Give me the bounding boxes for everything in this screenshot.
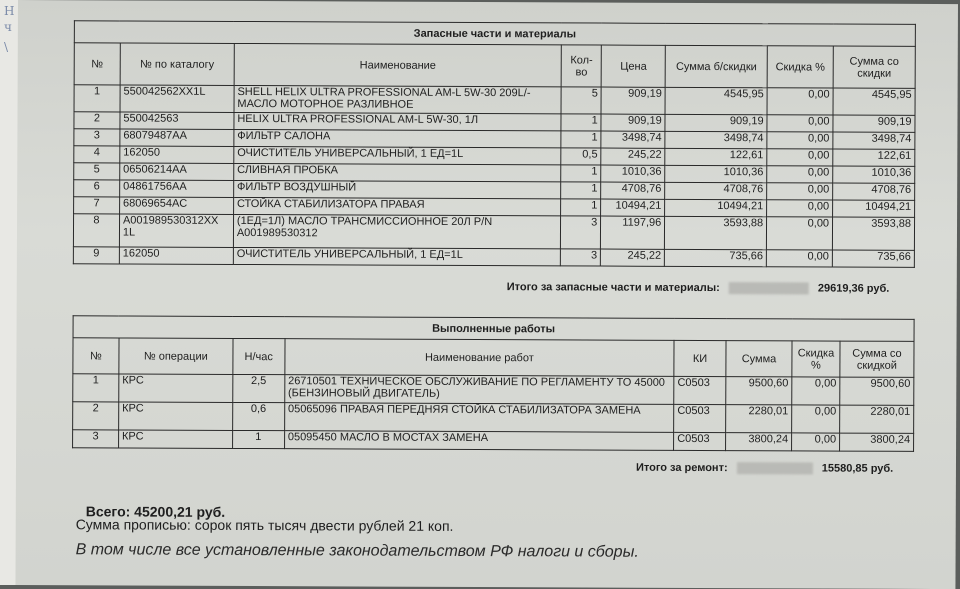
table-cell: 2 — [73, 402, 119, 430]
col-header: Скидка % — [792, 341, 840, 377]
works-total-value: 15580,85 руб. — [821, 462, 894, 475]
table-cell: 9500,60 — [840, 377, 914, 405]
table-cell: 2280,01 — [840, 405, 914, 433]
works-caption: Выполненные работы — [73, 316, 914, 342]
table-cell: HELIX ULTRA PROFESSIONAL AM-L 5W-30, 1Л — [234, 112, 562, 130]
table-cell: ОЧИСТИТЕЛЬ УНИВЕРСАЛЬНЫЙ, 1 ЕД=1L — [233, 247, 561, 265]
table-cell: 0,00 — [767, 88, 833, 115]
table-cell: 26710501 ТЕХНИЧЕСКОЕ ОБСЛУЖИВАНИЕ ПО РЕГЛАМЕНТУ ТО 45000 (БЕНЗИНОВЫЙ ДВИГАТЕЛЬ) — [284, 375, 673, 405]
table-cell: 2280,01 — [726, 405, 792, 433]
table-cell: 4708,76 — [833, 183, 915, 200]
col-header: Сумма б/скидки — [665, 45, 767, 87]
invoice-page — [15, 0, 958, 589]
margin-note-3: \ — [4, 40, 9, 54]
amount-in-words: Сумма прописью: сорок пять тысяч двести рублей 21 коп. — [75, 516, 454, 534]
table-cell: 1 — [74, 85, 120, 112]
table-cell: 0,00 — [767, 183, 833, 200]
table-cell: 1 — [73, 374, 119, 402]
works-total — [636, 462, 893, 475]
table-cell: 3800,24 — [840, 433, 914, 451]
parts-header-row — [74, 43, 915, 89]
col-header: Скидка % — [767, 46, 833, 88]
table-cell: 4708,76 — [665, 182, 767, 199]
table-cell: 162050 — [120, 146, 234, 163]
works-header-row — [73, 338, 914, 378]
redacted-block — [737, 462, 813, 474]
table-cell: 9500,60 — [726, 377, 792, 405]
table-cell: 735,66 — [665, 249, 767, 266]
table-cell: 0,00 — [767, 200, 833, 217]
table-cell: 4545,95 — [665, 87, 767, 114]
col-header: Наименование работ — [285, 339, 675, 377]
table-cell: 245,22 — [601, 148, 665, 165]
table-cell: 06506214AA — [120, 163, 234, 180]
table-cell: 10494,21 — [833, 200, 915, 217]
table-cell: 3593,88 — [832, 217, 914, 250]
table-cell: (1ЕД=1Л) МАСЛО ТРАНСМИССИОННОЕ 20Л P/N A001989530312 — [233, 214, 561, 248]
table-cell: 0,6 — [232, 402, 284, 430]
taxes-note: В том числе все установленные законодательством РФ налоги и сборы. — [75, 541, 639, 561]
table-cell: КРС — [119, 402, 233, 430]
table-cell: 5 — [74, 163, 120, 180]
table-row — [73, 402, 914, 434]
table-cell: 0,5 — [561, 148, 601, 165]
table-cell: A001989530312XX 1L — [119, 214, 233, 247]
col-header: Цена — [601, 45, 665, 87]
table-cell: 04861756AA — [120, 180, 234, 197]
table-cell: 6 — [74, 180, 120, 197]
table-row — [73, 430, 914, 452]
col-header: Сумма со скидки — [833, 46, 915, 88]
table-cell: 1 — [561, 131, 601, 148]
col-header: Сумма — [726, 341, 792, 377]
redacted-block — [729, 282, 809, 294]
table-cell: 0,00 — [767, 217, 833, 250]
table-cell: 05065096 ПРАВАЯ ПЕРЕДНЯЯ СТОЙКА СТАБИЛИЗАТОРА ЗАМЕНА — [284, 403, 673, 433]
table-cell: 1 — [561, 199, 601, 216]
table-cell: 909,19 — [601, 87, 665, 114]
parts-total-value: 29619,36 руб. — [817, 282, 890, 295]
table-row — [74, 85, 915, 116]
table-cell: 3 — [73, 430, 119, 448]
table-cell: 0,00 — [767, 132, 833, 149]
table-cell: 2,5 — [233, 374, 285, 402]
table-cell: 3 — [74, 129, 120, 146]
table-cell: 5 — [561, 87, 601, 114]
table-cell: ФИЛЬТР САЛОНА — [234, 129, 562, 147]
table-cell: КРС — [118, 430, 232, 448]
parts-table — [73, 20, 916, 268]
table-cell: 1010,36 — [601, 165, 665, 182]
table-cell: КРС — [119, 374, 233, 402]
table-cell: 735,66 — [832, 250, 914, 267]
table-cell: C0503 — [674, 432, 726, 450]
col-header: № — [73, 338, 119, 374]
table-cell: 1010,36 — [665, 165, 767, 182]
table-cell: C0503 — [674, 404, 726, 432]
margin-note-1: Н — [4, 4, 15, 18]
table-cell: 8 — [73, 214, 119, 247]
col-header: КИ — [674, 340, 726, 376]
table-cell: C0503 — [674, 376, 726, 404]
table-cell: 4 — [74, 146, 120, 163]
table-cell: 1 — [561, 114, 601, 131]
col-header: Наименование — [234, 43, 562, 86]
table-cell: 3498,74 — [601, 131, 665, 148]
works-total-label: Итого за ремонт: — [635, 461, 728, 475]
table-cell: 68079487AA — [120, 129, 234, 146]
table-cell: ОЧИСТИТЕЛЬ УНИВЕРСАЛЬНЫЙ, 1 ЕД=1L — [234, 146, 562, 164]
margin-note-2: ч — [4, 20, 12, 34]
table-cell: 122,61 — [833, 149, 915, 166]
table-cell: 3 — [561, 216, 601, 249]
col-header: Кол-во — [561, 45, 601, 87]
works-table — [72, 315, 915, 452]
table-cell: 122,61 — [665, 148, 767, 165]
table-cell: 3593,88 — [665, 216, 767, 249]
table-cell: 0,00 — [767, 166, 833, 183]
table-cell: 7 — [74, 197, 120, 214]
table-cell: 3 — [561, 249, 601, 266]
table-row — [73, 247, 914, 268]
table-cell: 3498,74 — [665, 131, 767, 148]
table-cell: SHELL HELIX ULTRA PROFESSIONAL AM-L 5W-30 209L/-МАСЛО МОТОРНОЕ РАЗЛИВНОЕ — [234, 85, 562, 113]
table-cell: 550042563 — [120, 112, 234, 129]
table-cell: 2 — [74, 112, 120, 129]
table-cell: 0,00 — [792, 405, 840, 433]
table-cell: 68069654AC — [119, 197, 233, 214]
table-cell: 10494,21 — [665, 199, 767, 216]
table-cell: 05095450 МАСЛО В МОСТАХ ЗАМЕНА — [284, 431, 673, 451]
table-cell: СТОЙКА СТАБИЛИЗАТОРА ПРАВАЯ — [233, 197, 561, 215]
table-cell: СЛИВНАЯ ПРОБКА — [234, 163, 562, 181]
table-row — [73, 374, 914, 406]
table-cell: 1197,96 — [601, 216, 665, 249]
table-cell: 9 — [73, 247, 119, 264]
table-cell: 162050 — [119, 247, 233, 264]
table-cell: 1 — [561, 182, 601, 199]
table-cell: 0,00 — [766, 250, 832, 267]
table-cell: 0,00 — [767, 115, 833, 132]
parts-total-label: Итого за запасные части и материалы: — [506, 281, 720, 295]
col-header: № по каталогу — [120, 43, 234, 85]
table-cell: 4545,95 — [833, 88, 915, 115]
table-cell: 909,19 — [601, 114, 665, 131]
table-cell: 909,19 — [833, 115, 915, 132]
col-header: Н/час — [233, 338, 285, 374]
table-cell: 1 — [232, 430, 284, 448]
table-cell: 10494,21 — [601, 199, 665, 216]
parts-caption: Запасные части и материалы — [74, 21, 915, 47]
table-cell: 1010,36 — [833, 166, 915, 183]
table-cell: 0,00 — [767, 149, 833, 166]
table-row — [73, 214, 914, 251]
table-cell: 909,19 — [665, 114, 767, 131]
col-header: Сумма со скидкой — [840, 341, 914, 377]
table-cell: 550042562XX1L — [120, 85, 234, 112]
table-cell: ФИЛЬТР ВОЗДУШНЫЙ — [234, 180, 562, 198]
table-cell: 1 — [561, 165, 601, 182]
grand-total: Всего: 45200,21 руб. — [85, 503, 226, 520]
table-cell: 0,00 — [792, 377, 840, 405]
col-header: № операции — [119, 338, 233, 374]
table-cell: 245,22 — [601, 249, 665, 266]
table-cell: 4708,76 — [601, 182, 665, 199]
table-cell: 0,00 — [792, 433, 840, 451]
table-cell: 3800,24 — [726, 433, 792, 451]
table-cell: 3498,74 — [833, 132, 915, 149]
parts-total — [507, 281, 890, 295]
col-header: № — [74, 43, 120, 85]
